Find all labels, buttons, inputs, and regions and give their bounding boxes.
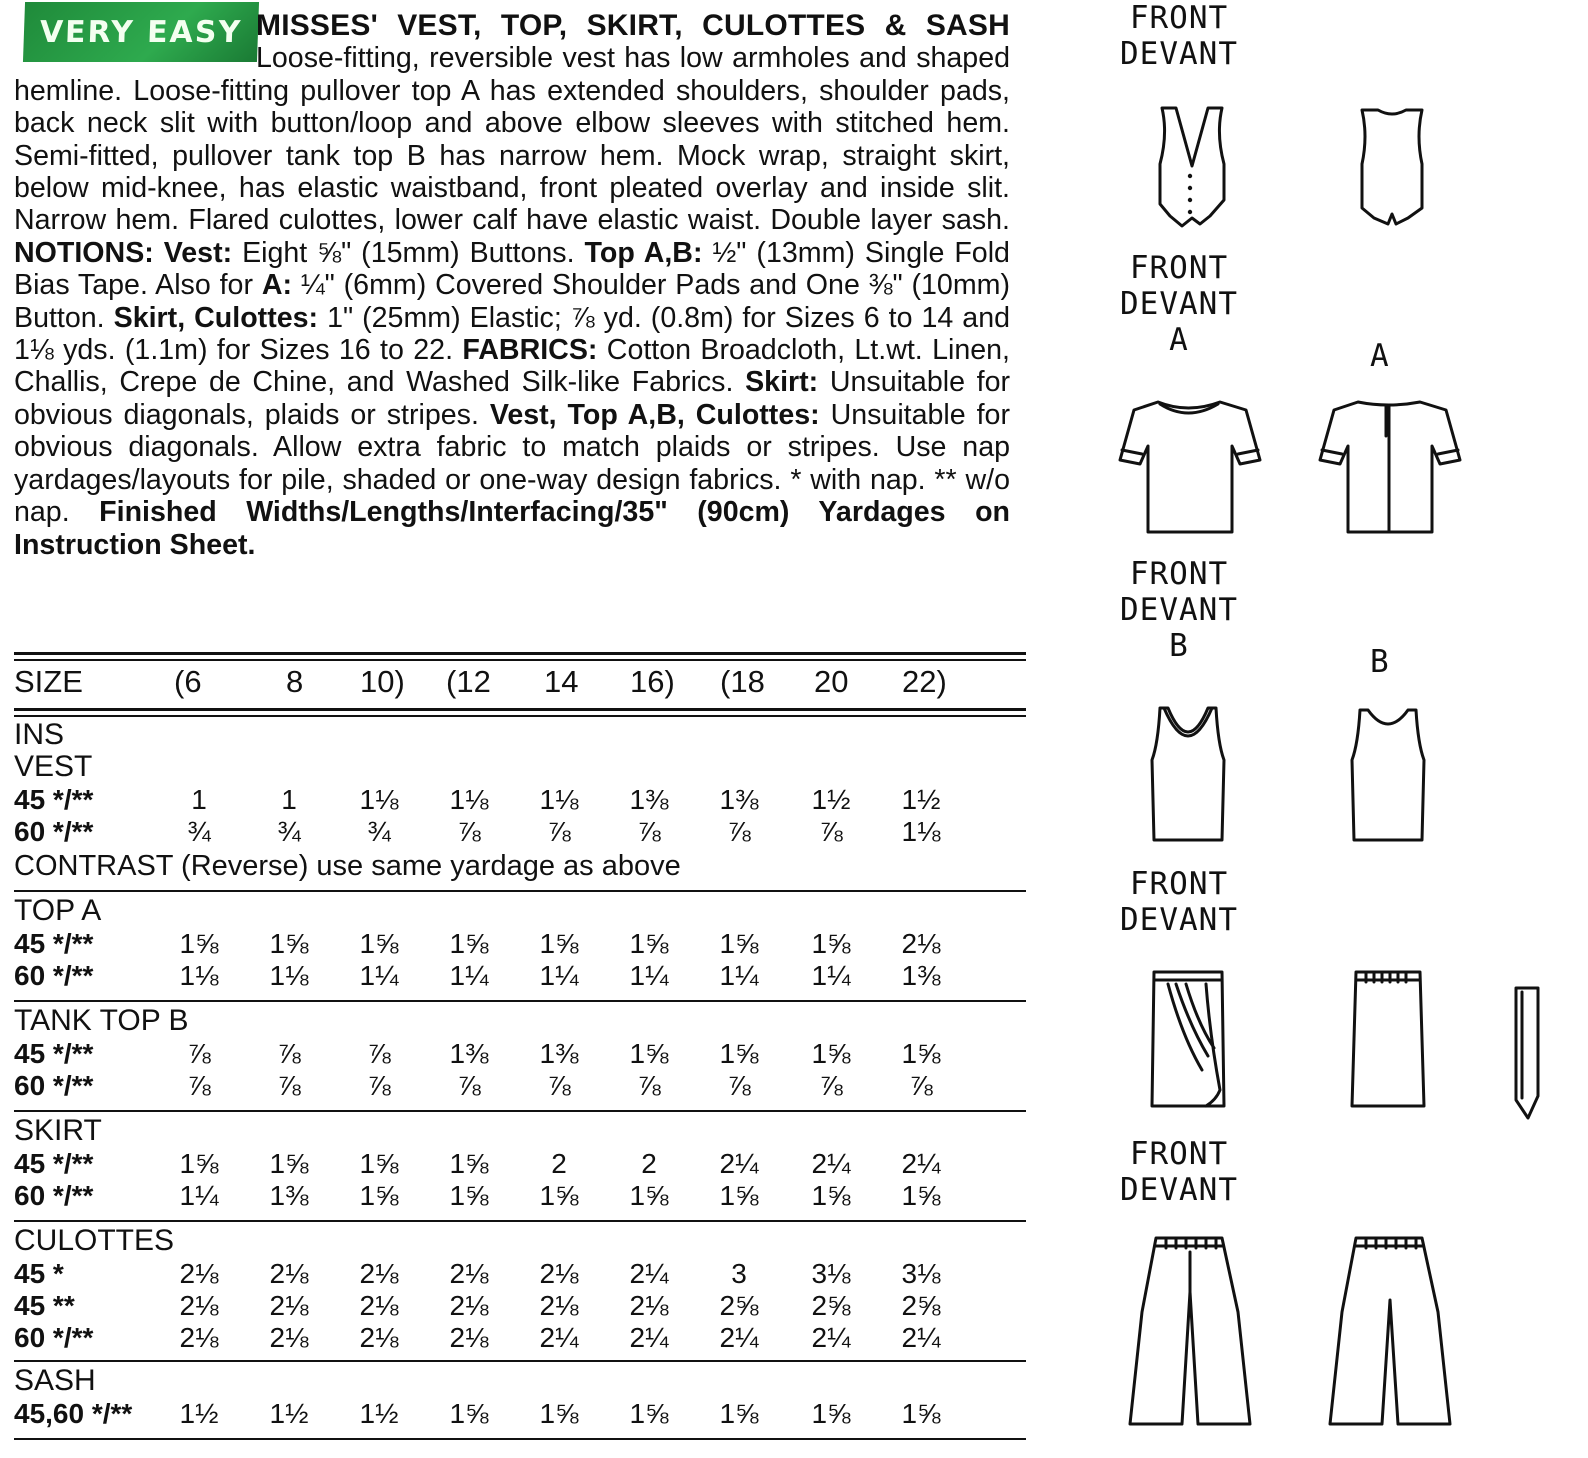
yardage-cell: 1⅝ [449,1148,489,1179]
yardage-cell: ⅞ [367,1038,391,1069]
yardage-cell: 1⅜ [269,1180,309,1211]
contrast-label: CONTRAST [14,850,173,882]
table-top-rule [14,652,1026,655]
row-label: 45 */** [14,784,94,815]
tank-b-back-drawing [1346,704,1430,844]
finished-note: Finished Widths/Lengths/Interfacing/35" (90cm) Yardages on Instruction Sheet. [14,496,1010,561]
yardage-cell: 2¼ [901,1148,941,1179]
pattern-title: MISSES' VEST, TOP, SKIRT, CULOTTES & SASH [256,9,1010,42]
section-tank-b: TANK TOP B [14,1004,189,1037]
yardage-cell: 1⅝ [901,1180,941,1211]
yardage-cell: ⅞ [819,816,843,847]
contrast-text: (Reverse) use same yardage as above [181,850,681,882]
size-col: (6 [174,664,202,699]
yardage-cell: 2⅝ [719,1290,759,1321]
yardage-cell: 1⅜ [539,1038,579,1069]
yardage-cell: 2 [641,1148,657,1179]
yardage-cell: 1⅝ [269,928,309,959]
yardage-cell: 1¼ [719,960,759,991]
notions-top-label: Top A,B: [584,236,703,269]
yardage-cell: ⅞ [547,1070,571,1101]
yardage-cell: 1⅝ [811,1180,851,1211]
yardage-cell: 1⅝ [629,1398,669,1429]
yardage-cell: 1¼ [359,960,399,991]
size-col: 20 [814,664,849,699]
yardage-cell: 1⅛ [179,960,219,991]
row-label: 45,60 */** [14,1398,133,1429]
yardage-cell: 1⅛ [539,784,579,815]
yardage-cell: 1⅝ [629,928,669,959]
yardage-cell: 2⅛ [359,1290,399,1321]
fabrics-vtc-label: Vest, Top A,B, Culottes: [489,398,820,431]
description-text: Loose-fitting, reversible vest has low armholes and shaped hemline. Loose-fitting pullover top A has extended shoulders, shoulder pads, back neck slit with button/loop and above elbow sleeves with stitched hem. Semi-fitted, pullover tank top B has narrow hem. Mock wrap, straight skirt, below mid-knee, has elastic waistband, front pleated overlay and inside slit. Narrow hem. Flared culottes, lower calf have elastic waist. Double layer sash. [14,42,1010,237]
size-col: (18 [720,664,765,699]
vest-front-drawing [1152,104,1232,230]
yardage-cell: 1⅛ [269,960,309,991]
yardage-cell: 2⅛ [269,1322,309,1353]
culottes-rule [14,1360,1026,1362]
yardage-cell: 2⅛ [539,1258,579,1289]
yardage-cell: 3⅛ [811,1258,851,1289]
yardage-cell: 3⅛ [901,1258,941,1289]
size-col: 22) [902,664,947,699]
tank-b-front-label: FRONT DEVANT B [1120,556,1238,664]
yardage-cell: 1¼ [539,960,579,991]
yardage-cell: 1⅝ [719,1038,759,1069]
table-top-rule-inner [14,659,1026,661]
header-bottom-rule-inner [14,715,1026,717]
yardage-cell: 1⅛ [449,784,489,815]
yardage-cell: ⅞ [547,816,571,847]
very-easy-badge: VERY EASY [23,2,259,62]
yardage-cell: 1⅝ [359,1180,399,1211]
yardage-cell: ⅞ [367,1070,391,1101]
fabrics-skirt-label: Skirt: [745,366,819,399]
yardage-cell: 2⅛ [449,1322,489,1353]
yardage-cell: 1⅜ [901,960,941,991]
yardage-cell: 2¼ [719,1148,759,1179]
yardage-cell: 2⅛ [449,1258,489,1289]
row-label: 45 */** [14,1148,94,1179]
yardage-cell: ⅞ [727,816,751,847]
yardage-cell: 2⅛ [269,1290,309,1321]
tank-b-rule [14,1110,1026,1112]
yardage-cell: 1⅝ [811,928,851,959]
yardage-cell: 1⅝ [629,1038,669,1069]
yardage-cell: 1¼ [811,960,851,991]
yardage-cell: 1½ [269,1398,309,1429]
yardage-cell: 2⅛ [179,1258,219,1289]
size-col: 10) [360,664,405,699]
yardage-cell: ⅞ [457,1070,481,1101]
yardage-cell: 2⅛ [539,1290,579,1321]
yardage-cell: 1⅝ [179,1148,219,1179]
yardage-cell: 2⅛ [179,1290,219,1321]
tank-b-back-label: B [1370,644,1390,680]
section-sash: SASH [14,1364,96,1397]
yardage-cell: ⅞ [187,1038,211,1069]
row-label: 45 */** [14,1038,94,1069]
yardage-cell: ⅞ [637,1070,661,1101]
row-label: 45 * [14,1258,64,1289]
row-label: 60 */** [14,816,94,847]
fabrics-text: Cotton Broadcloth, Lt.wt. Linen, Challis, Crepe de Chine, and Washed Silk-like Fabrics. [14,334,1011,399]
notions-a-label: A: [261,269,292,302]
notions-top-text: ½" (13mm) Single Fold Bias Tape. Also for [14,236,1010,302]
culottes-front-label: FRONT DEVANT [1120,1136,1238,1208]
yardage-cell: 1⅜ [719,784,759,815]
yardage-cell: 3 [731,1258,747,1289]
skirt-back-drawing [1346,966,1430,1112]
size-col: 16) [630,664,675,699]
yardage-cell: 1¼ [179,1180,219,1211]
row-label: 60 */** [14,1322,94,1353]
tank-b-front-drawing [1146,704,1230,844]
yardage-cell: ⅞ [277,1070,301,1101]
yardage-cell: 1⅝ [901,1038,941,1069]
yardage-cell: ¾ [187,816,211,847]
fabrics-vtc-text: Unsuitable for obvious diagonals. Allow extra fabric to match plaids or stripes. Use nap yardages/layouts for pile, shaded or one-way design fabrics. * with nap. ** w/o nap. [14,398,1010,529]
yardage-cell: 2¼ [719,1322,759,1353]
yardage-cell: 2⅛ [269,1258,309,1289]
size-col: (12 [446,664,491,699]
section-skirt: SKIRT [14,1114,102,1147]
culottes-front-drawing [1126,1232,1252,1428]
yardage-cell: ⅞ [819,1070,843,1101]
yardage-cell: 1⅜ [629,784,669,815]
yardage-cell: 1⅝ [449,1398,489,1429]
culottes-back-drawing [1326,1232,1452,1428]
ins-label: INS [14,718,65,751]
yardage-cell: 2 [551,1148,567,1179]
notions-vest-text: Eight ⅝" (15mm) Buttons. [242,236,575,269]
yardage-cell: 1¼ [629,960,669,991]
yardage-cell: ⅞ [187,1070,211,1101]
yardage-cell: 2⅛ [179,1322,219,1353]
notions-label: NOTIONS: [14,236,154,269]
yardage-cell: 2¼ [539,1322,579,1353]
yardage-cell: 1⅝ [539,1180,579,1211]
yardage-cell: 2⅛ [359,1258,399,1289]
yardage-cell: 1⅝ [811,1038,851,1069]
garment-illustrations [1090,0,1588,1458]
pattern-description [14,10,1010,561]
yardage-cell: 2⅛ [449,1290,489,1321]
yardage-cell: 1⅛ [359,784,399,815]
top-a-back-drawing [1316,392,1462,538]
yardage-cell: 1⅝ [539,1398,579,1429]
vest-front-label: FRONT DEVANT [1120,0,1238,72]
yardage-cell: 1⅝ [449,1180,489,1211]
yardage-cell: 2¼ [811,1148,851,1179]
size-col: 14 [544,664,579,699]
yardage-cell: 2¼ [629,1258,669,1289]
yardage-cell: 1⅝ [359,1148,399,1179]
yardage-cell: 2⅛ [629,1290,669,1321]
row-label: 60 */** [14,1180,94,1211]
yardage-cell: 1 [281,784,297,815]
row-label: 60 */** [14,1070,94,1101]
top-a-front-label: FRONT DEVANT A [1120,250,1238,358]
yardage-cell: 1⅝ [449,928,489,959]
sash-rule [14,1438,1026,1440]
yardage-cell: ¾ [367,816,391,847]
contrast-note [14,850,681,883]
yardage-cell: ⅞ [909,1070,933,1101]
size-header [14,662,1026,706]
yardage-cell: 1½ [811,784,851,815]
top-a-rule [14,1000,1026,1002]
yardage-cell: 1⅝ [359,928,399,959]
vest-back-drawing [1352,104,1432,230]
yardage-cell: ⅞ [727,1070,751,1101]
row-label: 45 */** [14,928,94,959]
vest-rule [14,890,1026,892]
header-bottom-rule [14,708,1026,711]
yardage-cell: 2⅝ [901,1290,941,1321]
section-top-a: TOP A [14,894,102,927]
yardage-cell: 2¼ [629,1322,669,1353]
yardage-cell: 2¼ [901,1322,941,1353]
yardage-cell: ⅞ [457,816,481,847]
yardage-cell: 1⅝ [901,1398,941,1429]
yardage-cell: 1⅝ [719,1398,759,1429]
yardage-cell: ⅞ [637,816,661,847]
top-a-front-drawing [1116,392,1262,538]
yardage-cell: 2⅛ [901,928,941,959]
top-a-back-label: A [1370,338,1390,374]
yardage-cell: 1½ [359,1398,399,1429]
row-label: 60 */** [14,960,94,991]
size-col: 8 [286,664,304,699]
yardage-cell: 1¼ [449,960,489,991]
yardage-cell: 1⅝ [719,1180,759,1211]
fabrics-label: FABRICS: [462,334,598,367]
section-culottes: CULOTTES [14,1224,175,1257]
yardage-cell: 2¼ [811,1322,851,1353]
notions-a-text: ¼" (6mm) Covered Shoulder Pads and One ⅜" (10mm) Button. [14,269,1010,334]
yardage-cell: 2⅛ [359,1322,399,1353]
notions-skirt-label: Skirt, Culottes: [113,301,319,334]
row-label: 45 ** [14,1290,75,1321]
yardage-cell: ⅞ [277,1038,301,1069]
yardage-cell: 1½ [901,784,941,815]
yardage-cell: 1⅝ [269,1148,309,1179]
yardage-cell: 1⅝ [719,928,759,959]
yardage-cell: ¾ [277,816,301,847]
yardage-cell: 1⅝ [811,1398,851,1429]
yardage-cell: 1⅝ [539,928,579,959]
yardage-cell: 1 [191,784,207,815]
yardage-cell: 1⅛ [901,816,941,847]
yardage-cell: 1½ [179,1398,219,1429]
notions-vest-label: Vest: [163,236,233,269]
yardage-cell: 2⅝ [811,1290,851,1321]
notions-skirt-text: 1" (25mm) Elastic; ⅞ yd. (0.8m) for Sizes 6 to 14 and 1⅛ yds. (1.1m) for Sizes 16 to 22. [14,301,1010,367]
skirt-front-label: FRONT DEVANT [1120,866,1238,938]
yardage-cell: 1⅝ [179,928,219,959]
yardage-cell: 1⅜ [449,1038,489,1069]
yardage-cell: 1⅝ [629,1180,669,1211]
section-vest: VEST [14,750,93,783]
size-label: SIZE [14,664,83,699]
skirt-front-drawing [1146,966,1230,1112]
sash-drawing [1510,984,1550,1124]
skirt-rule [14,1220,1026,1222]
fabrics-skirt-text: Unsuitable for obvious diagonals, plaids or stripes. [14,366,1011,431]
